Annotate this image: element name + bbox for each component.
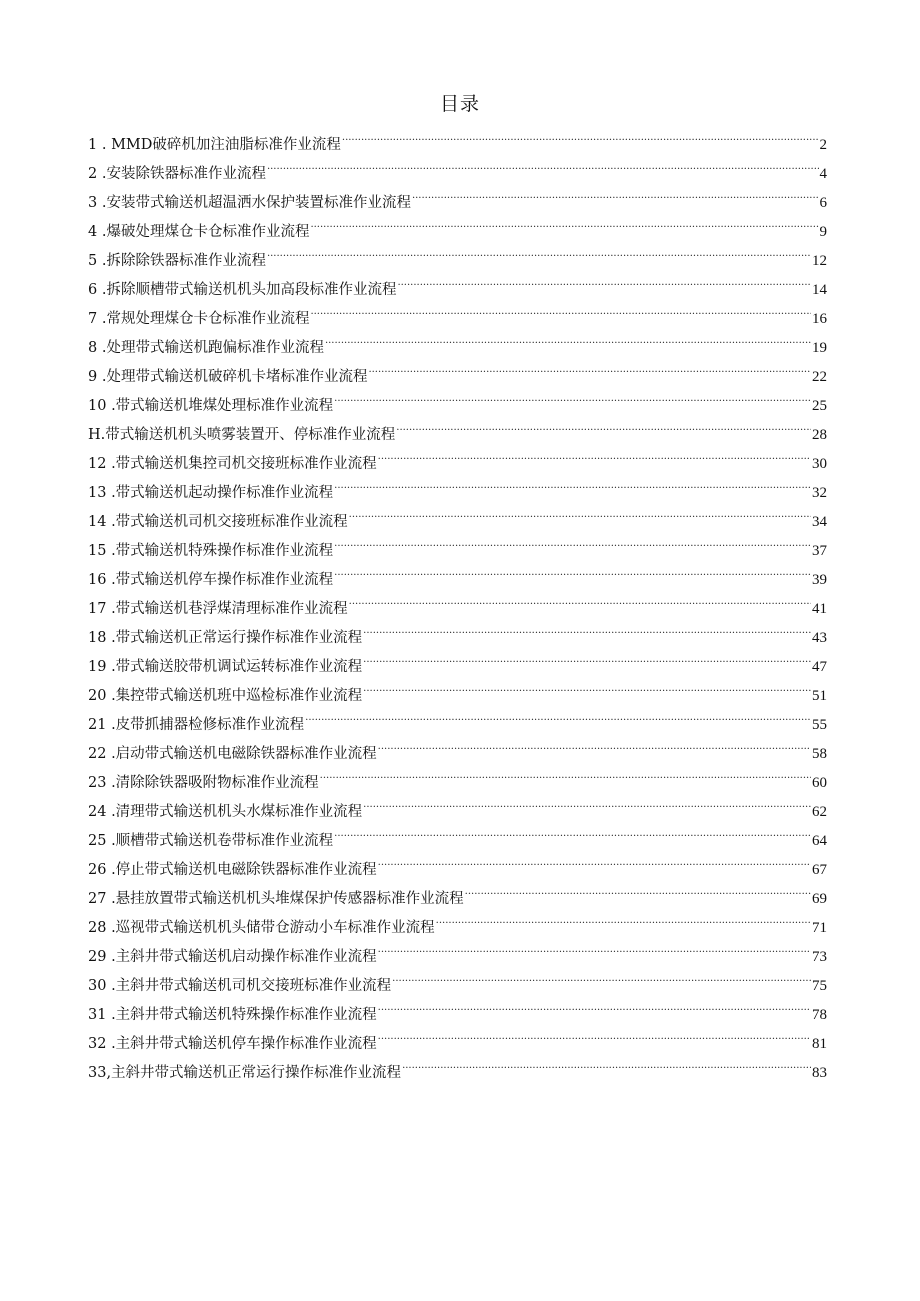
toc-dot-leader xyxy=(378,990,811,1019)
toc-entry-number: 7 xyxy=(88,311,102,327)
toc-entry-number: 19 xyxy=(88,659,112,675)
toc-entry-number: 17 xyxy=(88,601,112,617)
toc-entry-title: .带式输送机停车操作标准作业流程 xyxy=(111,572,334,588)
toc-entry-page-number: 12 xyxy=(812,253,827,269)
toc-list xyxy=(88,120,827,1081)
toc-entry-number: 18 xyxy=(88,630,112,646)
toc-entry-title: .巡视带式输送机机头储带仓游动小车标准作业流程 xyxy=(111,920,435,936)
toc-entry-number: 4 xyxy=(88,224,102,240)
toc-dot-leader xyxy=(368,352,811,381)
toc-entry[interactable] xyxy=(88,120,827,153)
toc-entry-page-number: 83 xyxy=(812,1065,827,1081)
toc-entry-page-number: 75 xyxy=(812,978,827,994)
toc-entry-page-number: 69 xyxy=(812,891,827,907)
toc-entry-number: 32 xyxy=(88,1036,112,1052)
toc-entry-number: 3 xyxy=(88,195,102,211)
toc-entry-title: .带式输送胶带机调试运转标准作业流程 xyxy=(111,659,363,675)
toc-entry-page-number: 6 xyxy=(819,195,827,211)
toc-entry-title: .停止带式输送机电磁除铁器标准作业流程 xyxy=(111,862,377,878)
toc-dot-leader xyxy=(349,497,811,526)
toc-entry-number: 15 xyxy=(88,543,112,559)
toc-entry-title: .处理带式输送机破碎机卡堵标准作业流程 xyxy=(101,369,368,385)
toc-dot-leader xyxy=(334,526,811,555)
toc-dot-leader xyxy=(412,178,819,207)
toc-entry-page-number: 34 xyxy=(812,514,827,530)
toc-dot-leader xyxy=(363,787,811,816)
toc-entry-page-number: 39 xyxy=(812,572,827,588)
toc-dot-leader xyxy=(334,468,811,497)
toc-dot-leader xyxy=(363,671,811,700)
toc-entry-page-number: 81 xyxy=(812,1036,827,1052)
toc-dot-leader xyxy=(378,439,811,468)
toc-entry-page-number: 78 xyxy=(812,1007,827,1023)
toc-entry-page-number: 2 xyxy=(819,137,827,153)
toc-entry-title: .爆破处理煤仓卡仓标准作业流程 xyxy=(101,224,310,240)
toc-entry-number: 16 xyxy=(88,572,112,588)
toc-entry-title: .带式输送机堆煤处理标准作业流程 xyxy=(111,398,334,414)
toc-entry-title: .清理带式输送机机头水煤标准作业流程 xyxy=(111,804,363,820)
toc-entry-page-number: 22 xyxy=(812,369,827,385)
toc-entry-number: H xyxy=(88,427,101,443)
toc-entry-page-number: 60 xyxy=(812,775,827,791)
toc-dot-leader xyxy=(378,729,811,758)
toc-entry-number: 27 xyxy=(88,891,112,907)
toc-entry-page-number: 37 xyxy=(812,543,827,559)
toc-entry-title: .清除除铁器吸附物标准作业流程 xyxy=(111,775,319,791)
toc-entry-page-number: 30 xyxy=(812,456,827,472)
toc-dot-leader xyxy=(465,874,811,903)
toc-dot-leader xyxy=(402,1048,811,1077)
toc-dot-leader xyxy=(267,236,811,265)
toc-entry-page-number: 58 xyxy=(812,746,827,762)
toc-dot-leader xyxy=(397,265,811,294)
toc-dot-leader xyxy=(392,961,811,990)
toc-entry-page-number: 25 xyxy=(812,398,827,414)
toc-entry-page-number: 9 xyxy=(819,224,827,240)
toc-entry-title: .带式输送机司机交接班标准作业流程 xyxy=(111,514,348,530)
toc-entry-page-number: 41 xyxy=(812,601,827,617)
toc-dot-leader xyxy=(342,120,819,149)
toc-entry-number: 2 xyxy=(88,166,102,182)
toc-entry-title: .启动带式输送机电磁除铁器标准作业流程 xyxy=(111,746,377,762)
toc-entry-number: 21 xyxy=(88,717,112,733)
toc-entry-page-number: 19 xyxy=(812,340,827,356)
toc-entry-title: .拆除除铁器标准作业流程 xyxy=(101,253,266,269)
toc-entry-title: .拆除顺槽带式输送机机头加高段标准作业流程 xyxy=(101,282,397,298)
toc-entry-number: 23 xyxy=(88,775,112,791)
toc-entry-number: 33 xyxy=(88,1065,107,1081)
toc-entry-number: 30 xyxy=(88,978,112,994)
toc-dot-leader xyxy=(310,207,818,236)
toc-entry-page-number: 16 xyxy=(812,311,827,327)
toc-entry-page-number: 43 xyxy=(812,630,827,646)
toc-entry-number: 6 xyxy=(88,282,102,298)
toc-entry-page-number: 14 xyxy=(812,282,827,298)
toc-entry-number: 1 . xyxy=(88,137,112,153)
toc-entry-title: .安装带式输送机超温洒水保护装置标准作业流程 xyxy=(101,195,411,211)
toc-entry-number: 12 xyxy=(88,456,112,472)
toc-entry-title: .悬挂放置带式输送机机头堆煤保护传感器标准作业流程 xyxy=(111,891,464,907)
toc-dot-leader xyxy=(334,816,811,845)
toc-entry-title: .安装除铁器标准作业流程 xyxy=(101,166,266,182)
toc-dot-leader xyxy=(396,410,811,439)
toc-entry-page-number: 71 xyxy=(812,920,827,936)
toc-entry-number: 9 xyxy=(88,369,102,385)
toc-entry-title: .皮带抓捕器检修标准作业流程 xyxy=(111,717,305,733)
toc-entry-title: ,主斜井带式输送机正常运行操作标准作业流程 xyxy=(106,1065,402,1081)
toc-entry-title: .带式输送机特殊操作标准作业流程 xyxy=(111,543,334,559)
toc-entry-number: 26 xyxy=(88,862,112,878)
toc-entry-number: 31 xyxy=(88,1007,112,1023)
toc-entry-number: 25 xyxy=(88,833,112,849)
toc-entry-page-number: 64 xyxy=(812,833,827,849)
toc-entry-title: .带式输送机机头喷雾装置开、停标准作业流程 xyxy=(100,427,396,443)
toc-entry-number: 22 xyxy=(88,746,112,762)
toc-title: 目录 xyxy=(439,93,480,115)
toc-dot-leader xyxy=(363,613,811,642)
toc-entry-title: .处理带式输送机跑偏标准作业流程 xyxy=(101,340,324,356)
toc-entry-number: 5 xyxy=(88,253,102,269)
toc-dot-leader xyxy=(320,758,811,787)
toc-entry-number: 28 xyxy=(88,920,112,936)
toc-entry-page-number: 73 xyxy=(812,949,827,965)
toc-entry-page-number: 28 xyxy=(812,427,827,443)
toc-entry-title: .集控带式输送机班中巡检标准作业流程 xyxy=(111,688,363,704)
toc-entry-number: 8 xyxy=(88,340,102,356)
toc-dot-leader xyxy=(334,381,811,410)
toc-entry-title: .顺槽带式输送机卷带标准作业流程 xyxy=(111,833,334,849)
toc-entry-title: .常规处理煤仓卡仓标准作业流程 xyxy=(101,311,310,327)
toc-entry-page-number: 32 xyxy=(812,485,827,501)
toc-entry-page-number: 67 xyxy=(812,862,827,878)
toc-entry-title: .带式输送机巷浮煤清理标准作业流程 xyxy=(111,601,348,617)
toc-entry-page-number: 51 xyxy=(812,688,827,704)
toc-entry-number: 20 xyxy=(88,688,112,704)
toc-entry-number: 13 xyxy=(88,485,112,501)
toc-entry-title: .带式输送机集控司机交接班标准作业流程 xyxy=(111,456,377,472)
toc-entry-title: .主斜井带式输送机特殊操作标准作业流程 xyxy=(111,1007,377,1023)
toc-entry-page-number: 47 xyxy=(812,659,827,675)
toc-entry-page-number: 4 xyxy=(819,166,827,182)
toc-dot-leader xyxy=(267,149,819,178)
toc-entry-number: 24 xyxy=(88,804,112,820)
toc-dot-leader xyxy=(334,555,811,584)
toc-entry-title: .主斜井带式输送机停车操作标准作业流程 xyxy=(111,1036,377,1052)
toc-entry-number: 14 xyxy=(88,514,112,530)
toc-dot-leader xyxy=(349,584,811,613)
toc-entry-title: .带式输送机起动操作标准作业流程 xyxy=(111,485,334,501)
toc-entry-number: 29 xyxy=(88,949,112,965)
toc-dot-leader xyxy=(363,642,811,671)
toc-entry-title: .带式输送机正常运行操作标准作业流程 xyxy=(111,630,363,646)
toc-entry-page-number: 55 xyxy=(812,717,827,733)
toc-dot-leader xyxy=(378,845,811,874)
toc-entry-title: MMD破碎机加注油脂标准作业流程 xyxy=(111,137,341,153)
toc-dot-leader xyxy=(378,1019,811,1048)
toc-dot-leader xyxy=(325,323,811,352)
toc-entry-page-number: 62 xyxy=(812,804,827,820)
toc-entry-title: .主斜井带式输送机启动操作标准作业流程 xyxy=(111,949,377,965)
toc-entry-number: 10 xyxy=(88,398,112,414)
toc-dot-leader xyxy=(436,903,811,932)
toc-dot-leader xyxy=(305,700,811,729)
toc-dot-leader xyxy=(310,294,811,323)
toc-dot-leader xyxy=(378,932,811,961)
toc-entry-title: .主斜井带式输送机司机交接班标准作业流程 xyxy=(111,978,392,994)
